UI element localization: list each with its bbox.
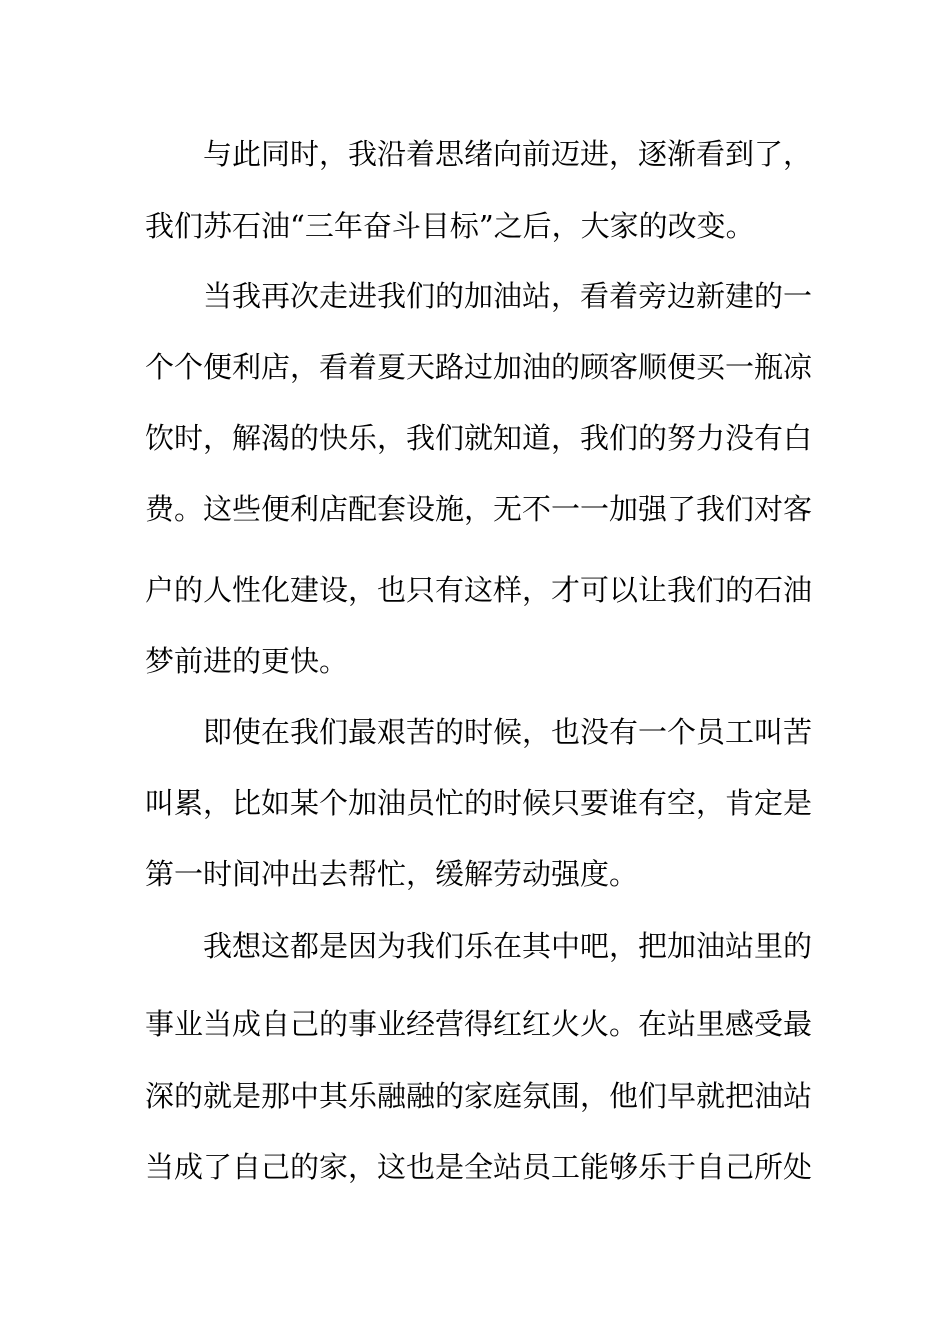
paragraph-2-line-1: 当我再次走进我们的加油站，看着旁边新建的一 [203, 279, 813, 313]
paragraph-2-line-2: 个个便利店，看着夏天路过加油的顾客顺便买一瓶凉 [145, 350, 813, 384]
paragraph-4-line-1: 我想这都是因为我们乐在其中吧，把加油站里的 [203, 929, 813, 963]
paragraph-1-line-2: 我们苏石油“三年奋斗目标”之后，大家的改变。 [145, 209, 755, 243]
paragraph-2-line-3: 饮时，解渴的快乐，我们就知道，我们的努力没有白 [145, 421, 813, 455]
paragraph-2-line-6: 梦前进的更快。 [145, 644, 349, 678]
paragraph-1-line-1: 与此同时，我沿着思绪向前迈进，逐渐看到了， [203, 137, 813, 171]
paragraph-4-line-3: 深的就是那中其乐融融的家庭氛围，他们早就把油站 [145, 1079, 813, 1113]
paragraph-2-line-5: 户的人性化建设，也只有这样，才可以让我们的石油 [145, 573, 813, 607]
paragraph-4-line-2: 事业当成自己的事业经营得红红火火。在站里感受最 [145, 1007, 813, 1041]
paragraph-3-line-1: 即使在我们最艰苦的时候，也没有一个员工叫苦 [203, 715, 813, 749]
paragraph-3-line-3: 第一时间冲出去帮忙，缓解劳动强度。 [145, 857, 639, 891]
paragraph-4-line-4: 当成了自己的家，这也是全站员工能够乐于自己所处 [145, 1150, 813, 1184]
paragraph-3-line-2: 叫累，比如某个加油员忙的时候只要谁有空，肯定是 [145, 786, 813, 820]
paragraph-2-line-4: 费。这些便利店配套设施，无不一一加强了我们对客 [145, 492, 813, 526]
